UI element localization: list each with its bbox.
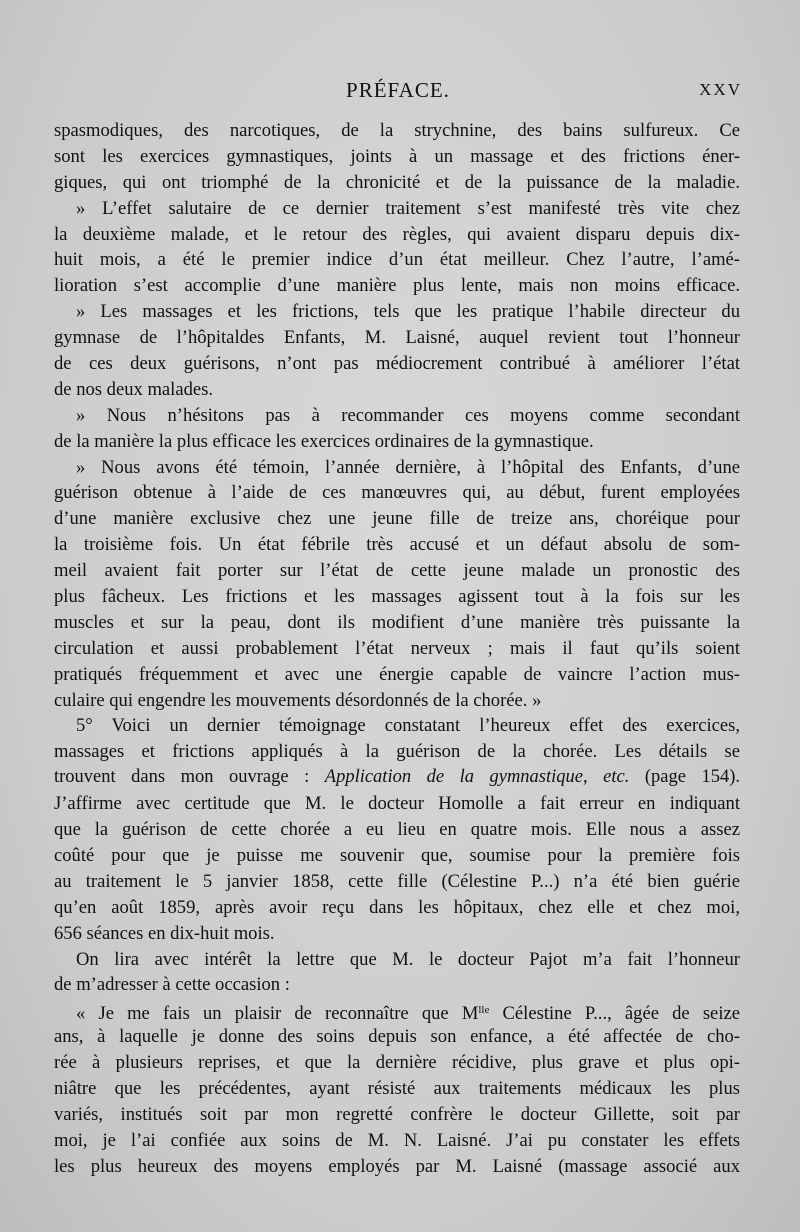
text-span: trouvent dans mon ouvrage : bbox=[54, 767, 325, 788]
text-line bbox=[54, 558, 740, 584]
text-line bbox=[54, 273, 740, 299]
page-header bbox=[54, 78, 742, 108]
text-line bbox=[54, 791, 740, 817]
text-line bbox=[54, 325, 740, 351]
text-line bbox=[54, 817, 740, 843]
running-title: PRÉFACE. bbox=[346, 78, 450, 102]
text-line bbox=[54, 1076, 740, 1102]
text-line bbox=[54, 869, 740, 895]
text-line bbox=[54, 532, 740, 558]
text-line bbox=[54, 377, 740, 403]
text-line bbox=[54, 506, 740, 532]
text-span: d’une manière exclusive chez une jeune fille de treize ans, choréique pour bbox=[54, 508, 740, 530]
text-span: On lira avec intérêt la lettre que M. le docteur Pajot m’a fait l’honneur bbox=[76, 948, 740, 970]
text-span: giques, qui ont triomphé de la chronicité et de la puissance de la maladie. bbox=[54, 171, 740, 193]
text-span: meil avaient fait porter sur l’état de cette jeune malade un pronostic des bbox=[54, 560, 740, 582]
text-line bbox=[54, 170, 740, 196]
text-line bbox=[54, 1050, 740, 1076]
text-line bbox=[54, 1154, 740, 1180]
text-span: lioration s’est accomplie d’une manière plus lente, mais non moins efficace. bbox=[54, 275, 740, 297]
page-number: XXV bbox=[699, 80, 742, 99]
text-span: pratiqués fréquemment et avec une énergie capable de vaincre l’action mus- bbox=[54, 663, 740, 685]
text-line bbox=[54, 480, 740, 506]
text-span: muscles et sur la peau, dont ils modifient d’une manière très puissante la bbox=[54, 611, 740, 633]
text-line bbox=[54, 1024, 740, 1050]
text-span: au traitement le 5 janvier 1858, cette fille (Célestine P...) n’a été bien guérie bbox=[54, 870, 740, 892]
text-line bbox=[54, 895, 740, 921]
text-span: variés, institués soit par mon regretté confrère le docteur Gillette, soit par bbox=[54, 1103, 740, 1125]
text-span: » L’effet salutaire de ce dernier traitement s’est manifesté très vite chez bbox=[76, 197, 740, 219]
text-line bbox=[54, 610, 740, 636]
text-line bbox=[54, 1102, 740, 1128]
text-span: » Nous n’hésitons pas à recommander ces moyens comme secondant bbox=[76, 404, 740, 426]
text-line bbox=[54, 196, 740, 222]
superscript: lle bbox=[478, 1004, 490, 1017]
text-span: » Les massages et les frictions, tels que les pratique l’habile directeur du bbox=[76, 301, 740, 323]
text-line bbox=[54, 843, 740, 869]
text-span: « Je me fais un plaisir de reconnaître que M bbox=[76, 1003, 479, 1025]
text-line bbox=[54, 584, 740, 610]
text-span: circulation et aussi probablement l’état nerveux ; mais il faut qu’ils soient bbox=[54, 637, 740, 659]
text-line bbox=[54, 1128, 740, 1154]
italic-span: etc. bbox=[603, 767, 630, 788]
text-span: ans, à laquelle je donne des soins depuis son enfance, a été affectée de cho- bbox=[54, 1026, 740, 1048]
body-text bbox=[54, 118, 740, 1180]
text-span: de la manière la plus efficace les exercices ordinaires de la gymnastique. bbox=[54, 430, 594, 452]
text-span: la troisième fois. Un état fébrile très accusé et un défaut absolu de som- bbox=[54, 534, 740, 556]
text-line bbox=[54, 403, 740, 429]
text-span: qu’en août 1859, après avoir reçu dans les hôpitaux, chez elle et chez moi, bbox=[54, 896, 740, 918]
text-span: gymnase de l’hôpitaldes Enfants, M. Laisné, auquel revient tout l’honneur bbox=[54, 327, 740, 349]
text-line bbox=[54, 222, 740, 248]
text-span: plus fâcheux. Les frictions et les massages agissent tout à la fois sur les bbox=[54, 586, 740, 608]
text-span: spasmodiques, des narcotiques, de la strychnine, des bains sulfureux. Ce bbox=[54, 120, 740, 141]
text-span: 656 séances en dix-huit mois. bbox=[54, 922, 275, 944]
text-line bbox=[54, 998, 740, 1024]
text-line bbox=[54, 921, 740, 947]
text-line bbox=[54, 662, 740, 688]
text-span: sont les exercices gymnastiques, joints à un massage et des frictions éner- bbox=[54, 145, 740, 167]
text-line bbox=[54, 247, 740, 273]
italic-span: Application de la gymnastique bbox=[324, 767, 584, 788]
text-line bbox=[54, 739, 740, 765]
text-span: , bbox=[583, 767, 604, 788]
text-line bbox=[54, 972, 740, 998]
text-line bbox=[54, 429, 740, 455]
text-span: huit mois, a été le premier indice d’un état meilleur. Chez l’autre, l’amé- bbox=[54, 249, 740, 271]
text-span: guérison obtenue à l’aide de ces manœuvres qui, au début, furent employées bbox=[54, 482, 740, 504]
text-span: » Nous avons été témoin, l’année dernière, à l’hôpital des Enfants, d’une bbox=[76, 456, 740, 478]
text-span: la deuxième malade, et le retour des règles, qui avaient disparu depuis dix- bbox=[54, 223, 740, 245]
text-span: les plus heureux des moyens employés par M. Laisné (massage associé aux bbox=[54, 1155, 740, 1177]
text-line bbox=[54, 636, 740, 662]
text-line bbox=[54, 118, 740, 144]
text-span: rée à plusieurs reprises, et que la dernière récidive, plus grave et plus opi- bbox=[54, 1052, 740, 1074]
text-span: massages et frictions appliqués à la guérison de la chorée. Les détails se bbox=[54, 741, 740, 763]
text-line bbox=[54, 299, 740, 325]
text-line bbox=[54, 947, 740, 973]
text-span: moi, je l’ai confiée aux soins de M. N. Laisné. J’ai pu constater les effets bbox=[54, 1129, 740, 1151]
text-span: niâtre que les précédentes, ayant résisté aux traitements médicaux les plus bbox=[54, 1077, 740, 1099]
text-line bbox=[54, 144, 740, 170]
text-span: de m’adresser à cette occasion : bbox=[54, 974, 290, 996]
text-span: de ces deux guérisons, n’ont pas médiocrement contribué à améliorer l’état bbox=[54, 353, 740, 375]
text-span: Célestine P..., âgée de seize bbox=[489, 1003, 740, 1025]
text-span: culaire qui engendre les mouvements désordonnés de la chorée. » bbox=[54, 689, 542, 711]
text-line bbox=[54, 351, 740, 377]
text-line bbox=[54, 713, 740, 739]
text-span: que la guérison de cette chorée a eu lieu en quatre mois. Elle nous a assez bbox=[54, 819, 740, 841]
text-span: (page 154). bbox=[629, 767, 740, 788]
text-line bbox=[54, 455, 740, 481]
text-line bbox=[54, 688, 740, 714]
text-span: coûté pour que je puisse me souvenir que, soumise pour la première fois bbox=[54, 844, 740, 866]
text-line bbox=[54, 765, 740, 791]
text-span: J’affirme avec certitude que M. le docteur Homolle a fait erreur en indiquant bbox=[54, 793, 740, 815]
text-span: 5° Voici un dernier témoignage constatant l’heureux effet des exercices, bbox=[76, 715, 740, 737]
text-span: de nos deux malades. bbox=[54, 378, 214, 400]
